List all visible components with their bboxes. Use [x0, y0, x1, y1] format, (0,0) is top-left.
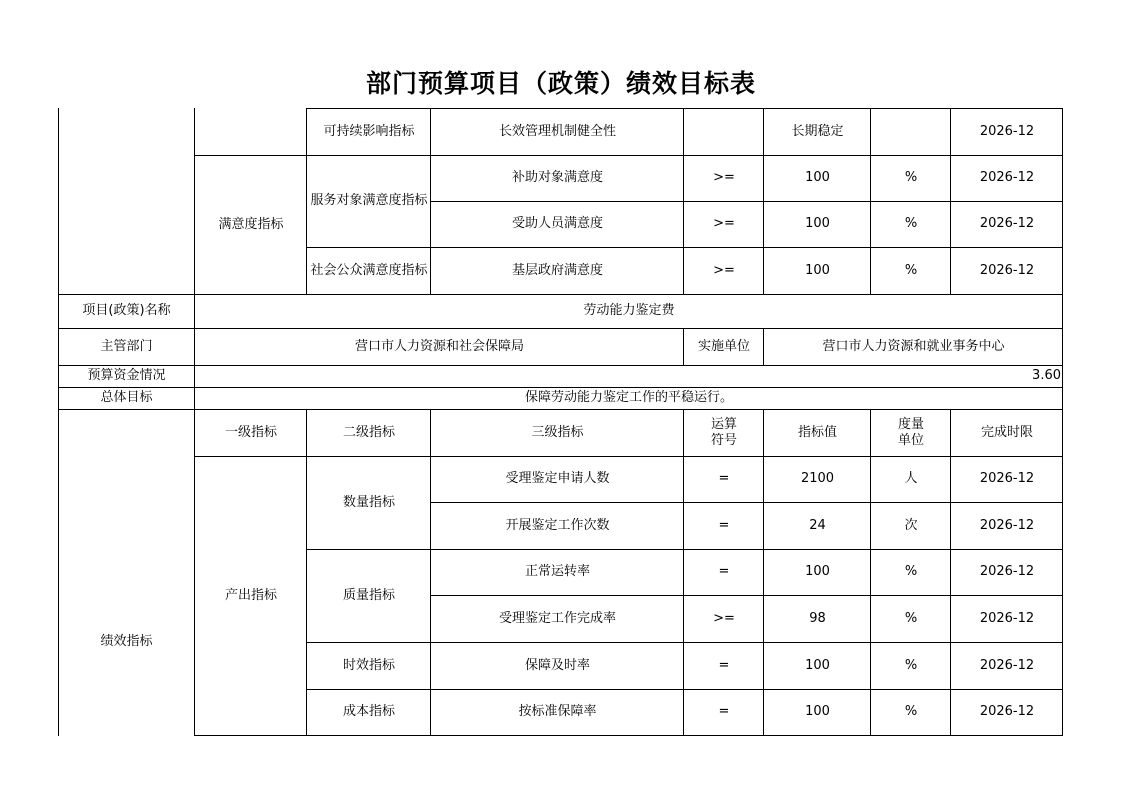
header-deadline: 完成时限 — [980, 424, 1033, 440]
perf-row-3-value: 100 — [805, 564, 830, 579]
department-label: 主管部门 — [100, 338, 153, 354]
top-row-4-level3: 基层政府满意度 — [511, 262, 603, 278]
perf-row-1-value: 2100 — [800, 471, 835, 486]
grid-line — [307, 108, 1063, 109]
top-row-2-op: >= — [713, 170, 735, 185]
project-name-label: 项目(政策)名称 — [82, 303, 171, 318]
perf-row-5-value: 100 — [805, 657, 830, 673]
top-row-1-value: 长期稳定 — [791, 123, 844, 139]
top-row-4-unit: % — [904, 262, 918, 278]
grid-line — [195, 456, 1063, 457]
top-row-2-level3: 补助对象满意度 — [511, 170, 603, 185]
output-indicators-label: 产出指标 — [224, 587, 277, 603]
perf-row-1-op: = — [718, 471, 730, 486]
perf-row-5-level3: 保障及时率 — [524, 657, 590, 673]
service-satisfaction-label: 服务对象满意度指标 — [310, 193, 428, 208]
top-row-3-unit: % — [904, 216, 918, 231]
perf-row-1-level3: 受理鉴定申请人数 — [505, 471, 610, 486]
perf-row-2-op: = — [718, 517, 730, 533]
implementing-unit-label: 实施单位 — [697, 338, 750, 354]
perf-row-6-unit: % — [904, 704, 918, 719]
grid-line — [683, 328, 684, 366]
perf-row-1-deadline: 2026-12 — [979, 471, 1035, 486]
header-level3: 三级指标 — [531, 424, 584, 440]
header-value: 指标值 — [797, 424, 837, 440]
top-row-1-unit — [871, 108, 951, 155]
grid-line — [430, 409, 431, 736]
grid-line — [58, 294, 1063, 295]
grid-line — [58, 108, 59, 736]
top-row-1-deadline: 2026-12 — [979, 123, 1035, 139]
perf-row-6-op: = — [718, 704, 730, 719]
satisfaction-level1-label: 满意度指标 — [218, 216, 284, 232]
grid-line — [683, 409, 684, 736]
perf-row-5-op: = — [718, 657, 730, 673]
top-row-2-unit: % — [904, 170, 918, 185]
perf-row-5-deadline: 2026-12 — [979, 657, 1035, 673]
grid-line — [307, 549, 1063, 550]
project-name-value: 劳动能力鉴定费 — [583, 303, 675, 318]
top-row-3-value: 100 — [805, 216, 830, 231]
page-title: 部门预算项目（政策）绩效目标表 — [365, 69, 756, 98]
implementing-unit-value: 营口市人力资源和就业事务中心 — [822, 338, 1005, 354]
header-operator: 运算 符号 — [710, 416, 737, 448]
grid-line — [58, 387, 1063, 388]
perf-row-2-deadline: 2026-12 — [979, 517, 1035, 533]
grid-line — [431, 201, 1063, 202]
perf-row-4-unit: % — [904, 610, 918, 626]
funds-value: 3.60 — [1032, 368, 1061, 383]
perf-row-1-unit: 人 — [904, 471, 918, 486]
perf-row-3-op: = — [718, 564, 730, 579]
grid-line — [431, 595, 1063, 596]
top-row-3-op: >= — [713, 216, 735, 231]
header-unit: 度量 单位 — [897, 416, 924, 448]
header-level1: 一级指标 — [224, 424, 277, 440]
department-value: 营口市人力资源和社会保障局 — [354, 338, 524, 354]
cost-indicators-label: 成本指标 — [342, 704, 395, 719]
grid-line — [58, 328, 1063, 329]
perf-row-2-value: 24 — [809, 517, 826, 533]
grid-line — [306, 108, 307, 295]
sustainable-impact-label: 可持续影响指标 — [323, 123, 415, 139]
performance-indicators-label: 绩效指标 — [100, 634, 153, 649]
top-row-1-op — [684, 108, 764, 155]
perf-row-3-deadline: 2026-12 — [979, 564, 1035, 579]
grid-line — [431, 502, 1063, 503]
perf-row-4-op: >= — [713, 610, 735, 626]
perf-row-2-level3: 开展鉴定工作次数 — [505, 517, 610, 533]
perf-row-3-unit: % — [904, 564, 918, 579]
grid-line — [58, 409, 1063, 410]
grid-line — [763, 409, 764, 736]
top-row-1-level3: 长效管理机制健全性 — [498, 123, 616, 139]
grid-line — [306, 409, 307, 736]
grid-line — [870, 409, 871, 736]
perf-row-2-unit: 次 — [904, 517, 918, 533]
top-row-2-value: 100 — [805, 170, 830, 185]
grid-line — [950, 409, 951, 736]
top-row-3-deadline: 2026-12 — [979, 216, 1035, 231]
grid-line — [763, 328, 764, 366]
public-satisfaction-label: 社会公众满意度指标 — [310, 262, 428, 278]
overall-goal-label: 总体目标 — [100, 390, 153, 405]
funds-label: 预算资金情况 — [87, 368, 166, 383]
perf-row-6-level3: 按标准保障率 — [518, 704, 597, 719]
perf-row-5-unit: % — [904, 657, 918, 673]
quality-indicators-label: 质量指标 — [342, 587, 395, 603]
grid-line — [307, 689, 1063, 690]
grid-line — [194, 294, 195, 410]
quantity-indicators-label: 数量指标 — [342, 494, 395, 510]
grid-line — [195, 735, 1063, 736]
top-row-4-deadline: 2026-12 — [979, 262, 1035, 278]
grid-line — [194, 409, 195, 736]
overall-goal-value: 保障劳动能力鉴定工作的平稳运行。 — [524, 390, 733, 405]
grid-line — [307, 642, 1063, 643]
perf-row-6-value: 100 — [805, 704, 830, 719]
top-row-4-value: 100 — [805, 262, 830, 278]
header-level2: 二级指标 — [342, 424, 395, 440]
perf-row-4-value: 98 — [809, 610, 826, 626]
top-row-4-op: >= — [713, 262, 735, 278]
grid-line — [195, 155, 1063, 156]
perf-row-4-deadline: 2026-12 — [979, 610, 1035, 626]
grid-line — [58, 365, 1063, 366]
grid-line — [307, 247, 1063, 248]
timeliness-indicators-label: 时效指标 — [342, 657, 395, 673]
top-row-3-level3: 受助人员满意度 — [511, 216, 603, 231]
perf-row-3-level3: 正常运转率 — [524, 564, 590, 579]
top-row-2-deadline: 2026-12 — [979, 170, 1035, 185]
perf-row-4-level3: 受理鉴定工作完成率 — [498, 610, 616, 626]
grid-line — [194, 108, 195, 295]
perf-row-6-deadline: 2026-12 — [979, 704, 1035, 719]
